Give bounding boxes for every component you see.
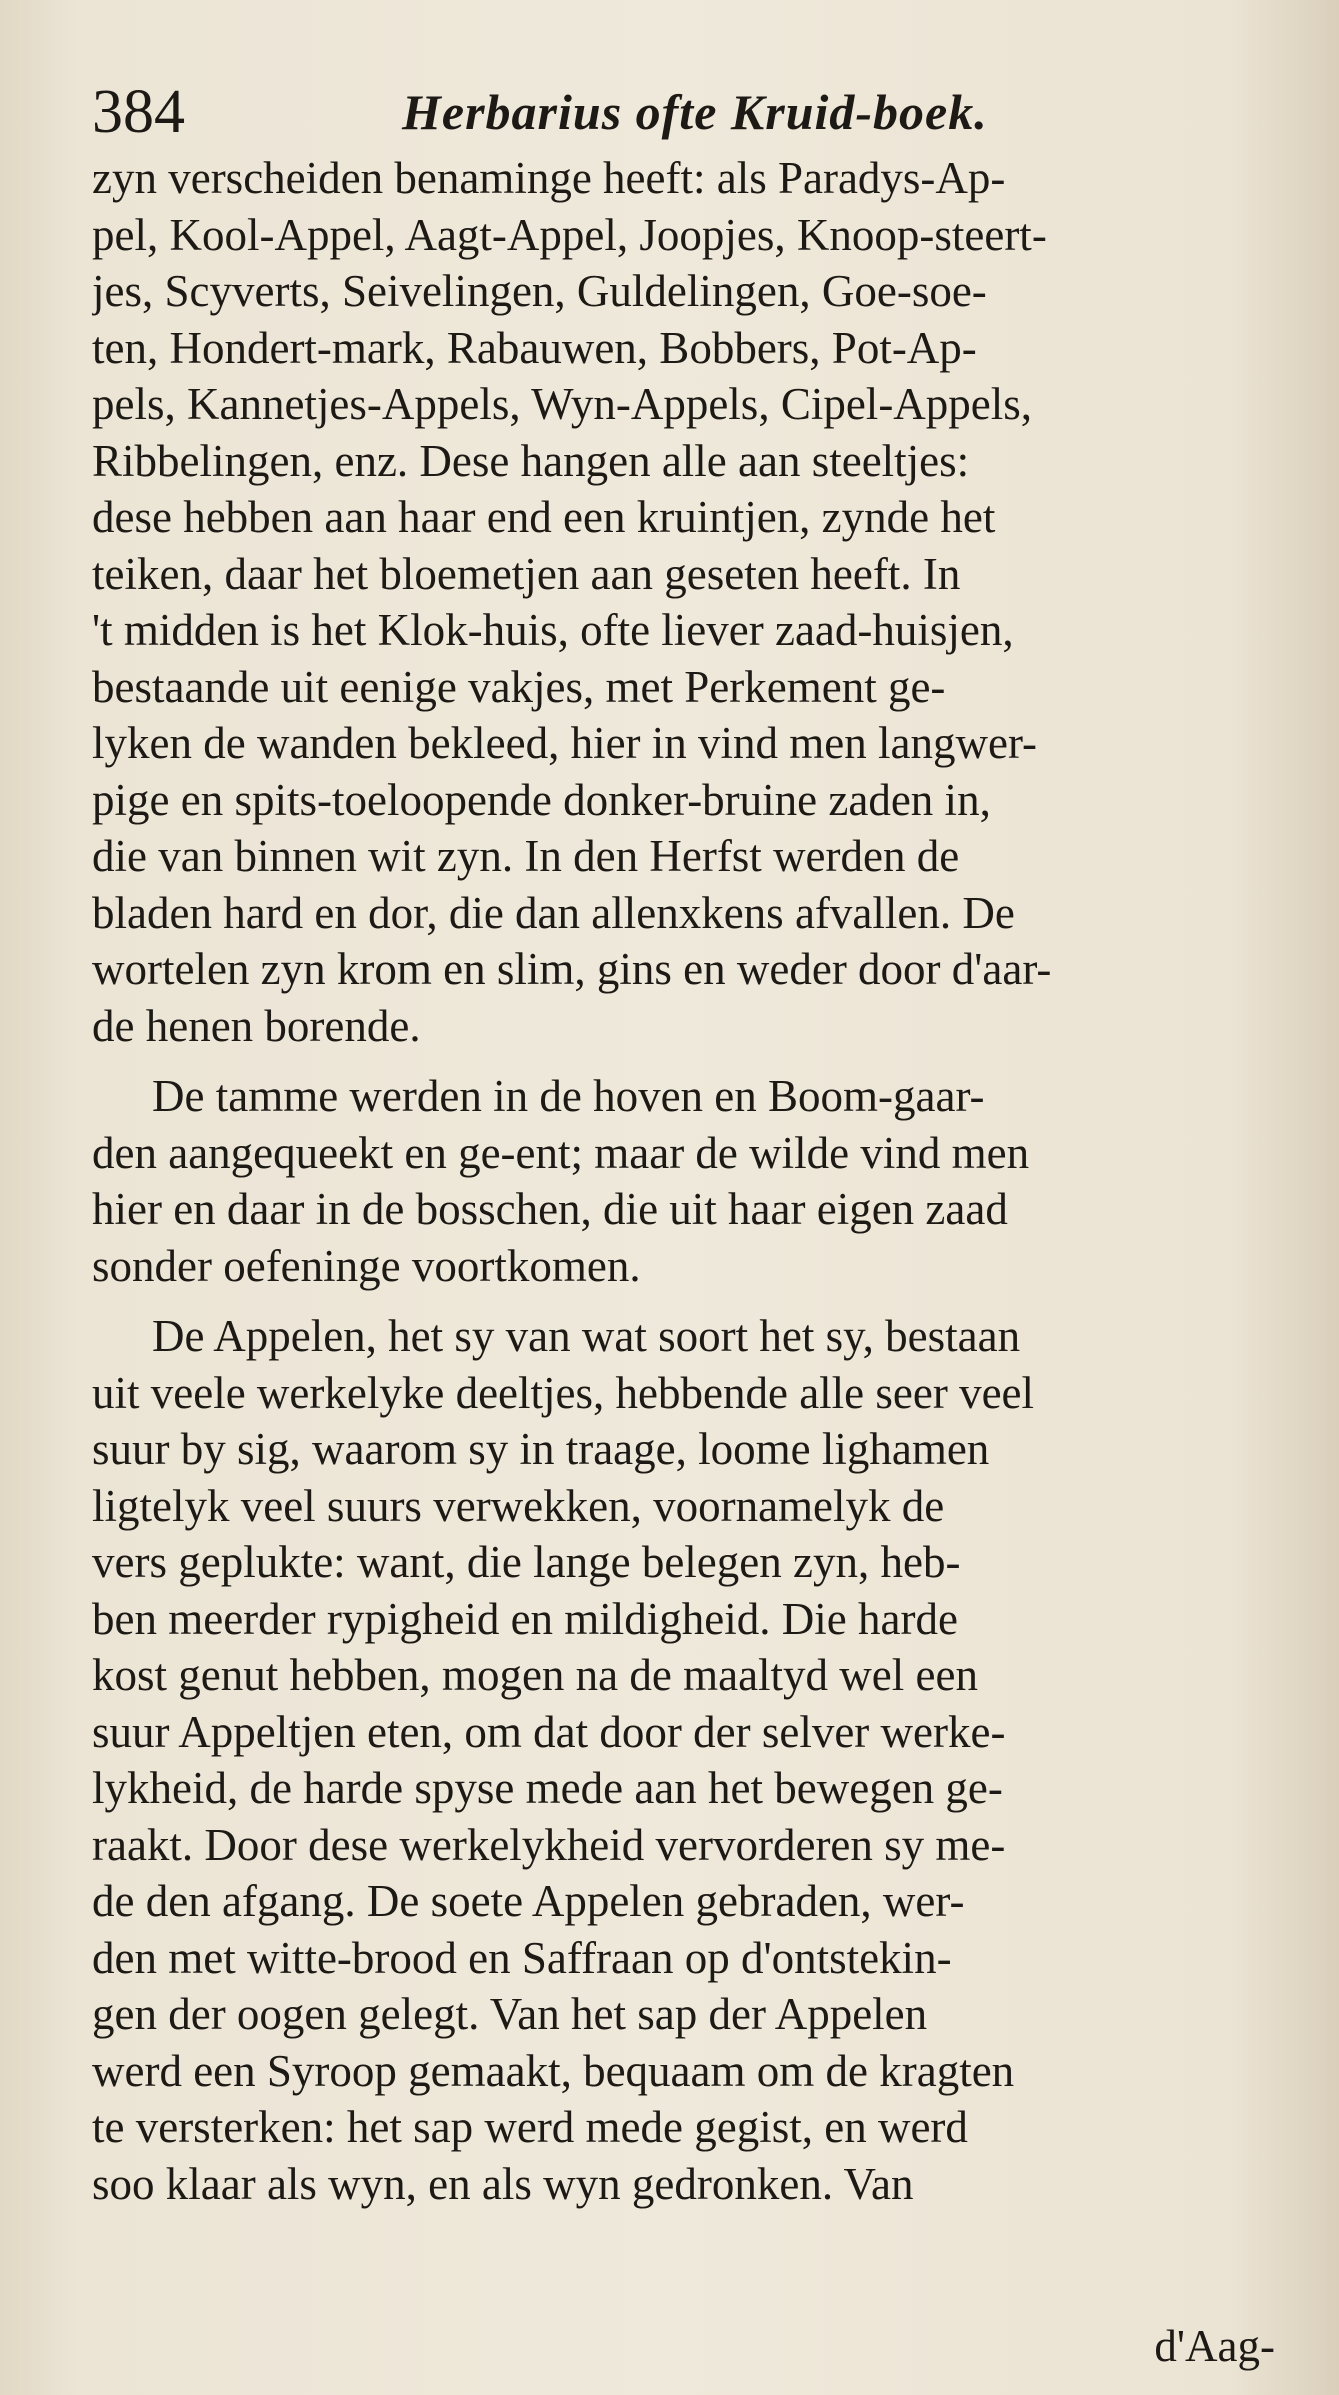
text-line: dese hebben aan haar end een kruintjen, zynde het [92,492,996,542]
text-line: suur by sig, waarom sy in traage, loome lighamen [92,1424,990,1474]
text-line: wortelen zyn krom en slim, gins en weder door d'aar- [92,944,1052,994]
text-line: ten, Hondert-mark, Rabauwen, Bobbers, Pot-Ap- [92,322,977,373]
text-line: pige en spits-toeloopende donker-bruine zaden in, [92,774,991,825]
page-header [92,72,1272,152]
text-line: lyken de wanden bekleed, hier in vind men langwer- [92,718,1038,768]
text-line: de henen borende. [92,1000,421,1051]
text-line: 't midden is het Klok-huis, ofte liever zaad-huisjen, [92,605,1014,655]
text-line: den aangequeekt en ge-ent; maar de wilde vind men [92,1127,1030,1178]
body-text [92,150,1272,2212]
text-line: bladen hard en dor, die dan allenxkens afvallen. De [92,887,1015,938]
running-title: Herbarius ofte Kruid-boek. [402,84,988,140]
text-line: Ribbelingen, enz. Dese hangen alle aan steeltjes: [92,435,970,486]
text-line: uit veele werkelyke deeltjes, hebbende alle seer veel [92,1367,1035,1418]
text-line: bestaande uit eenige vakjes, met Perkement ge- [92,661,946,712]
text-line: soo klaar als wyn, en als wyn gedronken. Van [92,2158,914,2209]
text-line: gen der oogen gelegt. Van het sap der Appelen [92,1989,928,2039]
text-line: den met witte-brood en Saffraan op d'ontstekin- [92,1932,952,1983]
text-line: zyn verscheiden benaminge heeft: als Paradys-Ap- [92,153,1006,203]
text-line: ligtelyk veel suurs verwekken, voornamelyk de [92,1480,945,1531]
text-line: ben meerder rypigheid en mildigheid. Die harde [92,1593,958,1644]
text-line: teiken, daar het bloemetjen aan geseten heeft. In [92,548,961,599]
text-line: werd een Syroop gemaakt, bequaam om de kragten [92,2045,1015,2096]
text-line: de den afgang. De soete Appelen gebraden, wer- [92,1876,965,1926]
paragraph-start-line: De Appelen, het sy van wat soort het sy, bestaan [152,1311,1021,1361]
text-line: hier en daar in de bosschen, die uit haar eigen zaad [92,1184,1008,1234]
text-line: raakt. Door dese werkelykheid vervorderen sy me- [92,1819,1006,1870]
text-line: die van binnen wit zyn. In den Herfst werden de [92,831,960,881]
text-line: te versterken: het sap werd mede gegist, en werd [92,2102,968,2152]
text-line: lykheid, de harde spyse mede aan het bewegen ge- [92,1763,1003,1813]
text-line: jes, Scyverts, Seivelingen, Guldelingen, Goe-soe- [92,266,987,316]
text-line: pels, Kannetjes-Appels, Wyn-Appels, Cipel-Appels, [92,379,1033,429]
text-line: vers geplukte: want, die lange belegen zyn, heb- [92,1537,961,1587]
catchword: d'Aag- [1154,2321,1275,2371]
text-line: suur Appeltjen eten, om dat door der selver werke- [92,1706,1006,1757]
text-line: kost genut hebben, mogen na de maaltyd wel een [92,1650,978,1700]
text-line: sonder oefeninge voortkomen. [92,1240,641,1291]
page-number: 384 [92,78,185,146]
text-line: pel, Kool-Appel, Aagt-Appel, Joopjes, Knoop-steert- [92,209,1047,260]
paragraph-start-line: De tamme werden in de hoven en Boom-gaar- [152,1071,985,1121]
